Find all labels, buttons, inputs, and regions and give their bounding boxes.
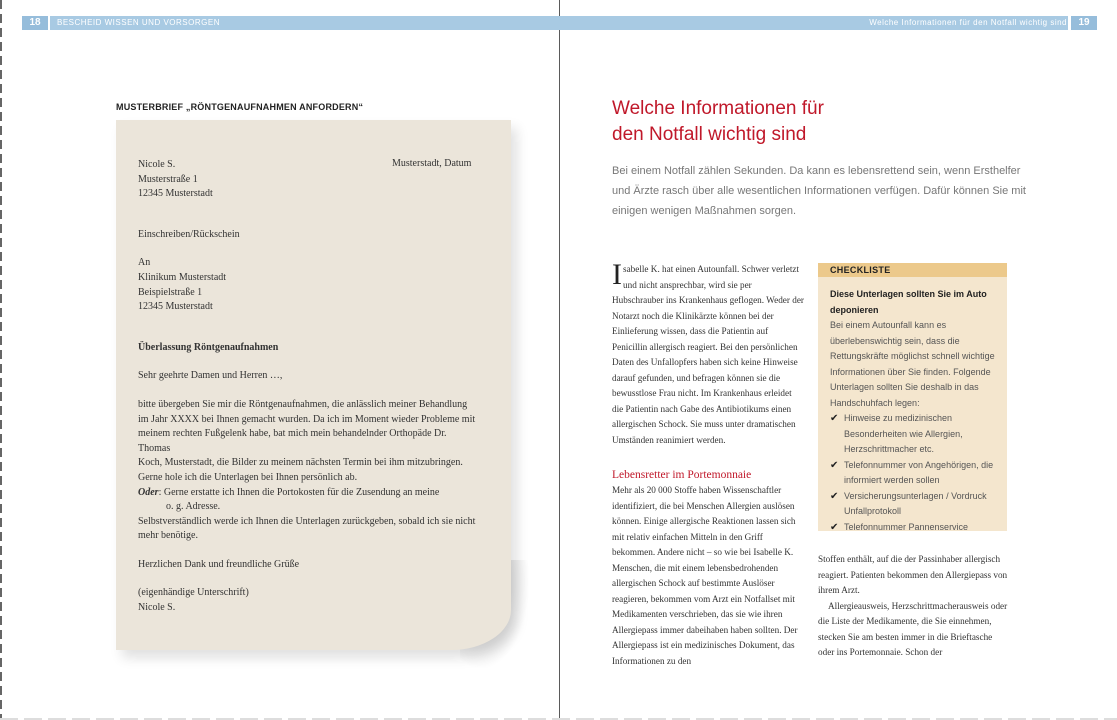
check-icon: ✔ [830,459,839,471]
drop-cap: I [612,258,622,291]
body-line: meinem rechten Fußgelenk habe, bat mich mein behandelnder Orthopäde Dr. Thomas [138,428,447,454]
article-column-2 [818,552,1010,661]
article-title [612,96,912,148]
letter-content [138,158,478,616]
letter-title: MUSTERBRIEF „RÖNTGENAUFNAHMEN ANFORDERN“ [116,102,364,112]
signature-name: Nicole S. [138,602,176,614]
checklist-item [830,520,999,536]
letter-subject: Überlassung Röntgenaufnahmen [138,341,279,353]
checklist-item [830,458,999,489]
delivery-method: Einschreiben/Rückschein [138,228,240,240]
recipient-line: Beispielstraße 1 [138,286,203,298]
paragraph-2: Mehr als 20 000 Stoffe haben Wissenschaftler identifiziert, die bei Menschen Allergien auslösen können. Einige allergische Reaktionen lassen sich mit relativ einfachen Mitteln in den Griff bekommen. Andere nicht – so wie bei Isabelle K. Menschen, die mit einem lebensbedrohenden allergischen Schock auf bestimmte Auslöser reagieren, bekommen vom Arzt ein Notfallset mit Medikamenten verschrieben, das sie wie ihren Allergiepass immer dabeihaben haben sollten. Der Allergiepass ist ein medizinisches Dokument, das Informationen zu den [612,485,798,666]
right-section-title: Welche Informationen für den Notfall wichtig sind [869,18,1067,27]
checklist-item-text: Hinweise zu medizinischen Besonderheiten wie Allergien, Herzschrittmacher etc. [844,413,963,454]
recipient-line: Klinikum Musterstadt [138,271,227,283]
checklist-label: CHECKLISTE [818,263,1007,277]
letter-place-date: Musterstadt, Datum [392,158,472,169]
checklist-text: Bei einem Autounfall kann es überlebenswichtig sein, dass die Rettungskräfte möglichst schnell wichtige Informationen über Sie finden. Folgende Unterlagen sollten Sie deshalb in das Handschuhfach legen: [830,320,995,408]
article-title-line: Welche Informationen für [612,98,824,119]
body-line: im Jahr XXXX bei Ihnen gemacht wurden. Da ich im Moment wieder Probleme mit [138,413,476,425]
right-page-number: 19 [1071,16,1097,30]
subheading: Lebensretter im Portemonnaie [612,469,752,481]
article-title-line: den Notfall wichtig sind [612,124,807,145]
body-line: Gerne hole ich die Unterlagen bei Ihnen persönlich ab. [138,471,358,483]
sample-letter [116,120,511,650]
oder-text: : Gerne erstatte ich Ihnen die Portokosten für die Zusendung an meine [158,486,440,498]
left-section-title: BESCHEID WISSEN UND VORSORGEN [57,18,220,27]
oder-indent-line: o. g. Adresse. [166,501,221,513]
checklist-items [830,411,999,535]
sender-line: Nicole S. [138,159,176,170]
closing-line: mehr benötige. [138,530,198,542]
checklist-item-text: Versicherungsunterlagen / Vordruck Unfallprotokoll [844,490,987,516]
article-column-1 [612,258,804,669]
check-icon: ✔ [830,413,839,424]
salutation: Sehr geehrte Damen und Herren …, [138,370,283,382]
greeting: Herzlichen Dank und freundliche Grüße [138,558,300,570]
checklist-box [818,263,1007,531]
sender-line: Musterstraße 1 [138,173,198,185]
checklist-body [818,277,1007,535]
checklist-item-text: Telefonnummer Pannenservice [844,521,969,532]
oder-label: Oder [138,486,159,498]
checklist-item [830,411,999,458]
article-intro: Bei einem Notfall zählen Sekunden. Da kann es lebensrettend sein, wenn Ersthelfer und Ärzte rasch über alle wesentlichen Informationen verfügen. Dafür können Sie mit einigen wenigen Maßnahmen sorgen. [612,165,1026,217]
recipient-line: 12345 Musterstadt [138,301,213,313]
signature-note: (eigenhändige Unterschrift) [138,587,249,599]
closing-line: Selbstverständlich werde ich Ihnen die Unterlagen zurückgeben, sobald ich sie nicht [138,515,476,527]
checklist-subtitle: Diese Unterlagen sollten Sie im Auto deponieren [830,289,987,315]
check-icon: ✔ [830,490,839,502]
oder-line [138,486,478,501]
check-icon: ✔ [830,521,839,533]
recipient-line: An [138,257,151,269]
paragraph-4: Allergieausweis, Herzschrittmacherausweis oder die Liste der Medikamente, die Sie einnehmen, stecken Sie am besten immer in die Brieftasche oder ins Portemonnaie. Schon der [818,600,1008,657]
sender-line: 12345 Musterstadt [138,188,213,200]
checklist-item [830,489,999,520]
body-line: Koch, Musterstadt, die Bilder zu meinem nächsten Termin bei ihm mitzubringen. [138,457,463,469]
header-separator [48,16,50,30]
paragraph-3: Stoffen enthält, auf die der Passinhaber allergisch reagiert. Patienten bekommen den Allergiepass von ihrem Arzt. [818,554,1008,595]
body-line: bitte übergeben Sie mir die Röntgenaufnahmen, die anlässlich meiner Behandlung [138,398,468,410]
checklist-item-text: Telefonnummer von Angehörigen, die informiert werden sollen [844,459,994,485]
paragraph-1-text: sabelle K. hat einen Autounfall. Schwer verletzt und nicht ansprechbar, wird sie per Hubschrauber ins Krankenhaus geflogen. Weder der Notarzt noch die Klinikärzte können bei der Einlieferung wissen, dass die Patientin auf Penicillin allergisch reagiert. Bei den persönlichen Daten des Unfallopfers haben sich keine Hinweise darauf gefunden, und befragen können sie die bewusstlose Frau nicht. Im Krankenhaus erleidet die Patientin nach Gabe des Antibiotikums einen allergischen Schock. Sie muss unter dramatischen Umständen reanimiert werden. [612,264,804,445]
paragraph-1 [612,258,804,448]
left-page-number: 18 [22,16,48,30]
